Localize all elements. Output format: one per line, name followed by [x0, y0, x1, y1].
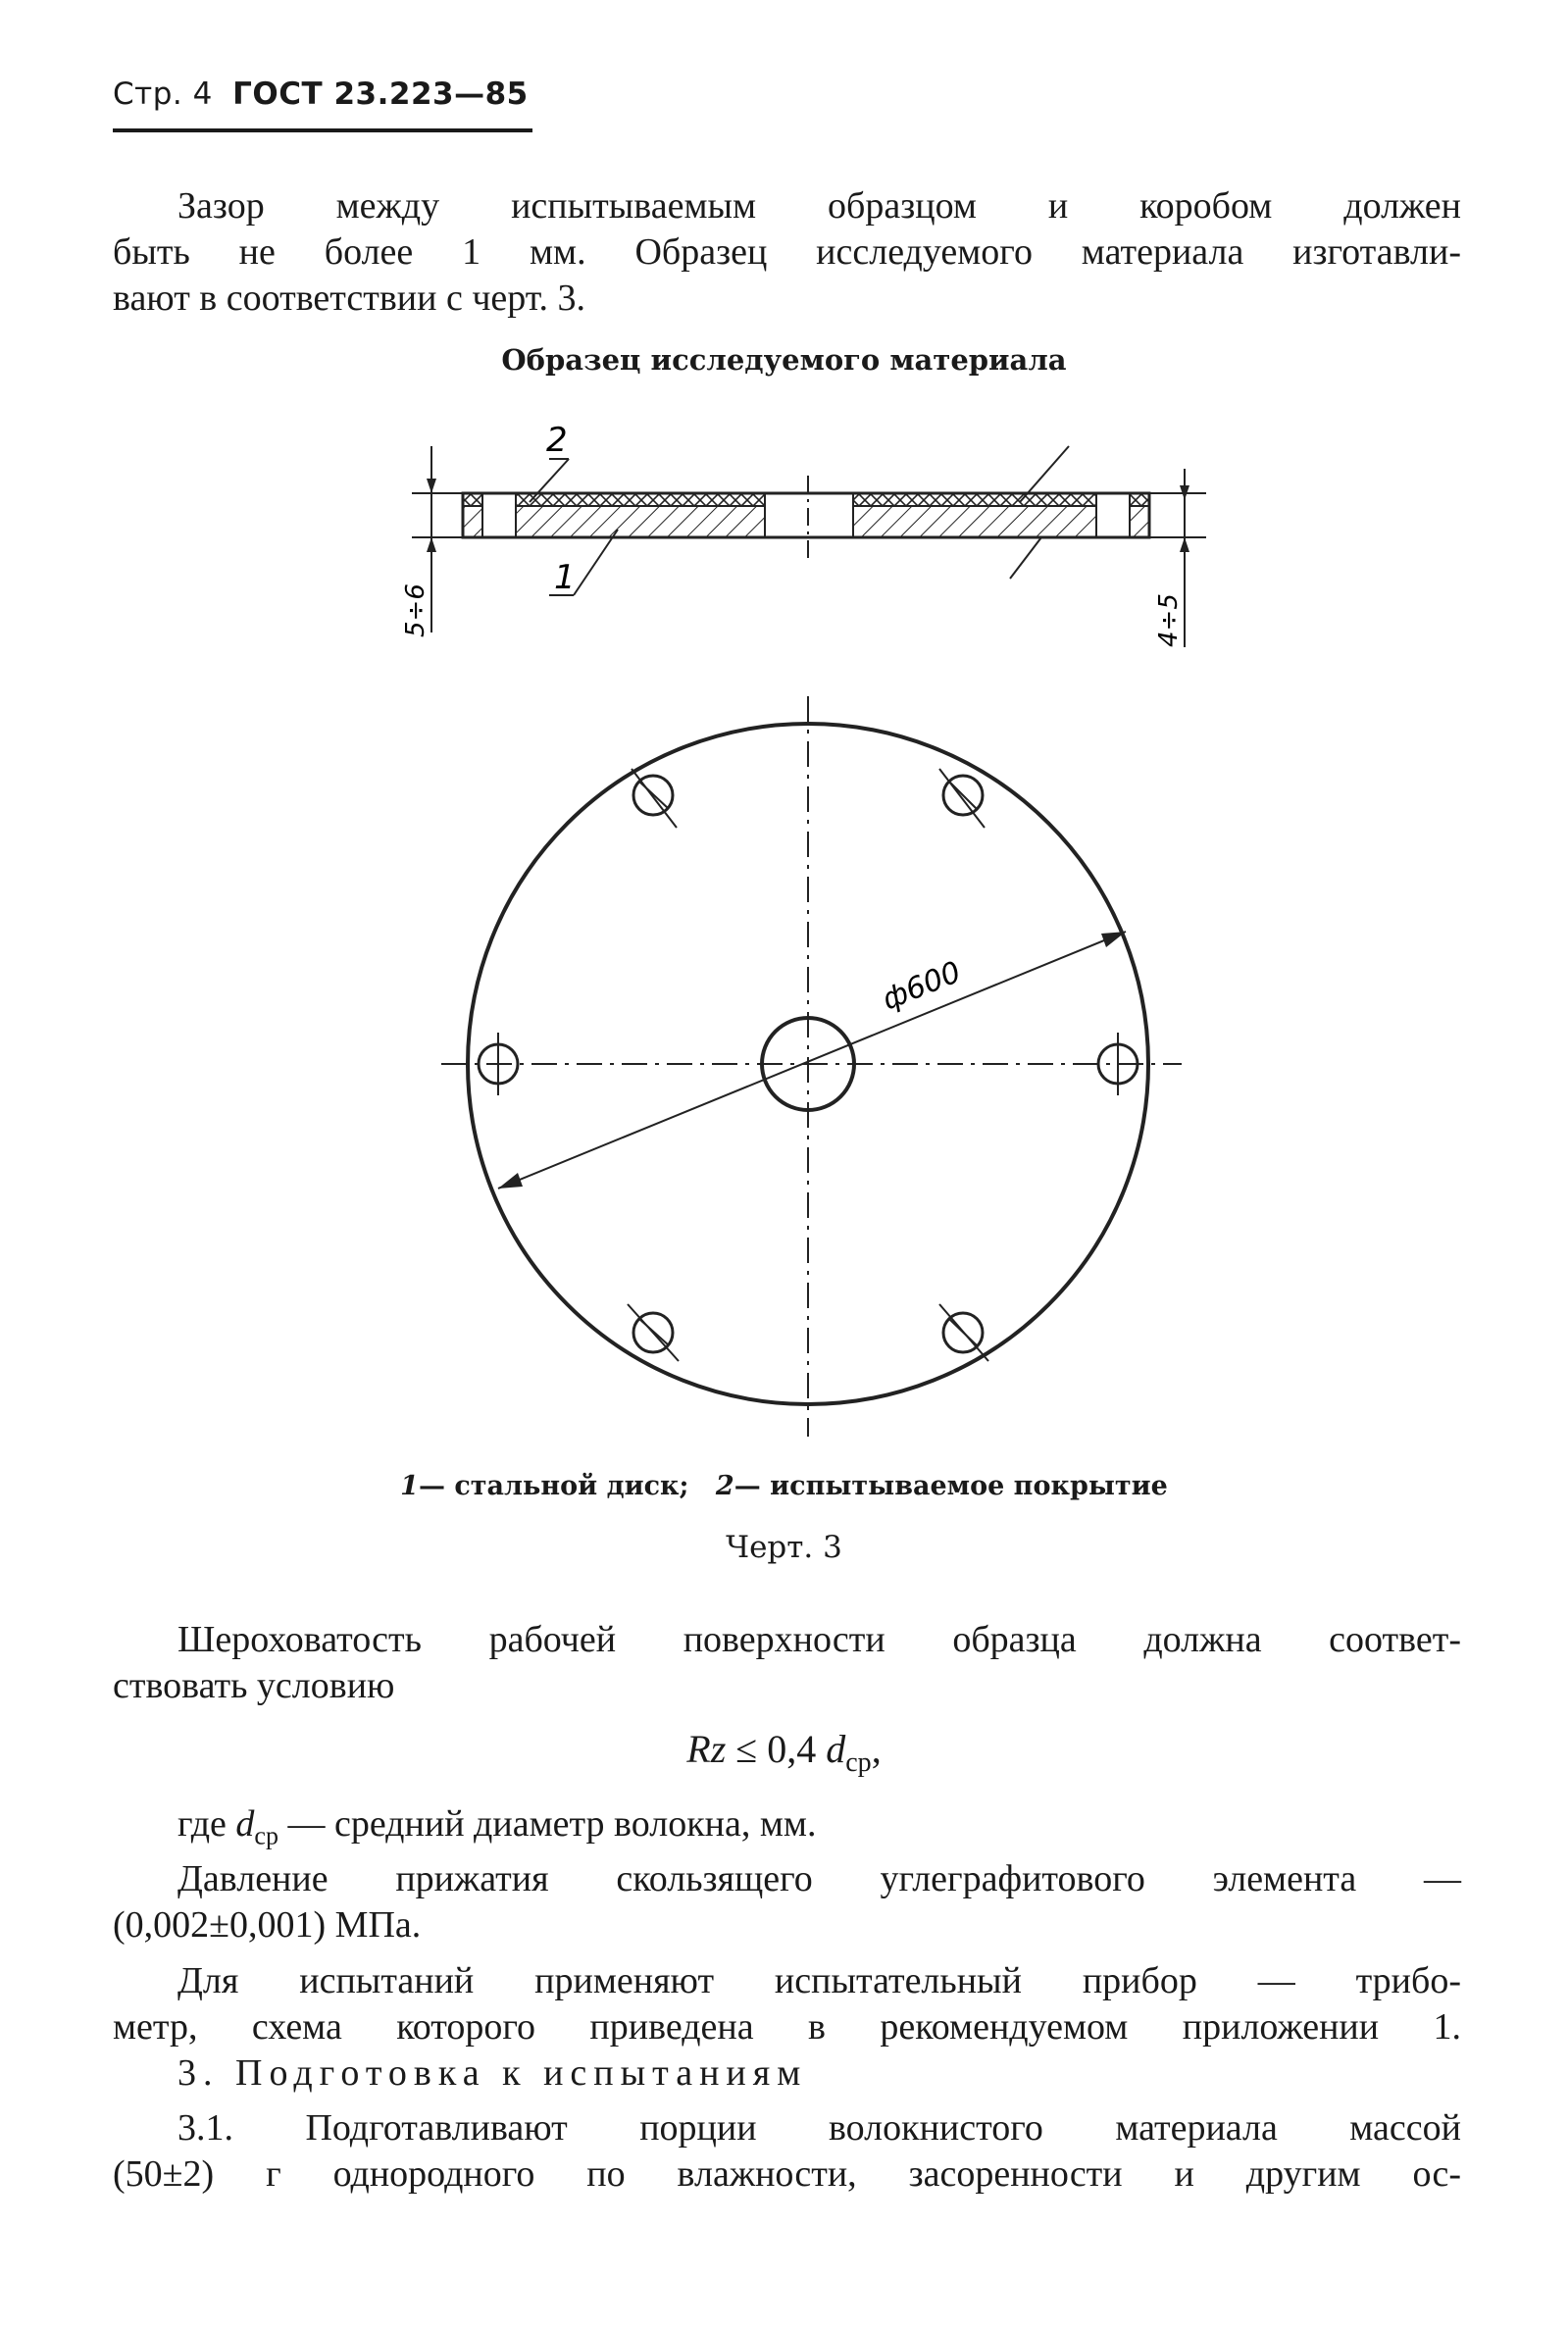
where-sub: ср [254, 1821, 278, 1850]
roughness-line-1: Шероховатость рабочей поверхности образца должна соответ- [177, 1619, 1461, 1660]
where-prefix: где [177, 1803, 227, 1845]
roughness-formula [0, 1726, 1568, 1779]
figure-caption [0, 1471, 1568, 1501]
pressure-line-1: Давление прижатия скользящего углеграфитового элемента — [177, 1858, 1461, 1899]
label-part-2: 2 [546, 421, 568, 460]
standard-code: ГОСТ 23.223—85 [232, 76, 529, 112]
instrument-line-1: Для испытаний применяют испытательный прибор — трибо- [177, 1960, 1461, 2001]
where-line [177, 1802, 1526, 1851]
intro-line-1: Зазор между испытываемым образцом и коробом должен [177, 185, 1461, 227]
formula-sub: ср [845, 1747, 872, 1778]
caption-item2-num: 2 [715, 1471, 734, 1501]
caption-item1-text: — стальной диск; [418, 1471, 689, 1501]
section31-line-2: (50±2) г однородного по влажности, засоренности и другим ос- [113, 2153, 1461, 2195]
intro-line-2: быть не более 1 мм. Образец исследуемого материала изготавли- [113, 231, 1461, 273]
dim-right: 4÷5 [1154, 593, 1184, 647]
instrument-line-2: метр, схема которого приведена в рекомендуемом приложении 1. [113, 2006, 1461, 2048]
where-var: d [235, 1803, 255, 1845]
figure-title: Образец исследуемого материала [501, 343, 1067, 377]
caption-item2-text: — испытываемое покрытие [733, 1471, 1168, 1501]
section-view [401, 421, 1206, 647]
section3-heading: 3. Подготовка к испытаниям [177, 2052, 808, 2094]
page-number-label: Стр. 4 [113, 76, 213, 112]
formula-var: d [826, 1727, 846, 1771]
figure-number: Черт. 3 [726, 1530, 842, 1565]
mounting-hole [628, 1304, 679, 1361]
mounting-hole [632, 769, 677, 828]
dim-left: 5÷6 [401, 583, 430, 637]
formula-lhs: Rz [686, 1727, 727, 1771]
pressure-line-2: (0,002±0,001) МПа. [113, 1904, 422, 1946]
diameter-label: ф600 [877, 954, 966, 1018]
formula-tail: , [871, 1727, 882, 1771]
intro-line-3: вают в соответствии с черт. 3. [113, 278, 586, 319]
plan-view [441, 696, 1182, 1437]
mounting-hole [939, 769, 985, 828]
roughness-line-2: ствовать условию [113, 1665, 395, 1706]
mounting-hole [939, 1304, 988, 1361]
caption-item1-num: 1 [400, 1471, 419, 1501]
section31-line-1: 3.1. Подготавливают порции волокнистого материала массой [177, 2107, 1461, 2149]
formula-relation: ≤ 0,4 [735, 1727, 817, 1771]
label-part-1: 1 [554, 558, 576, 597]
where-text: — средний диаметр волокна, мм. [287, 1803, 817, 1845]
